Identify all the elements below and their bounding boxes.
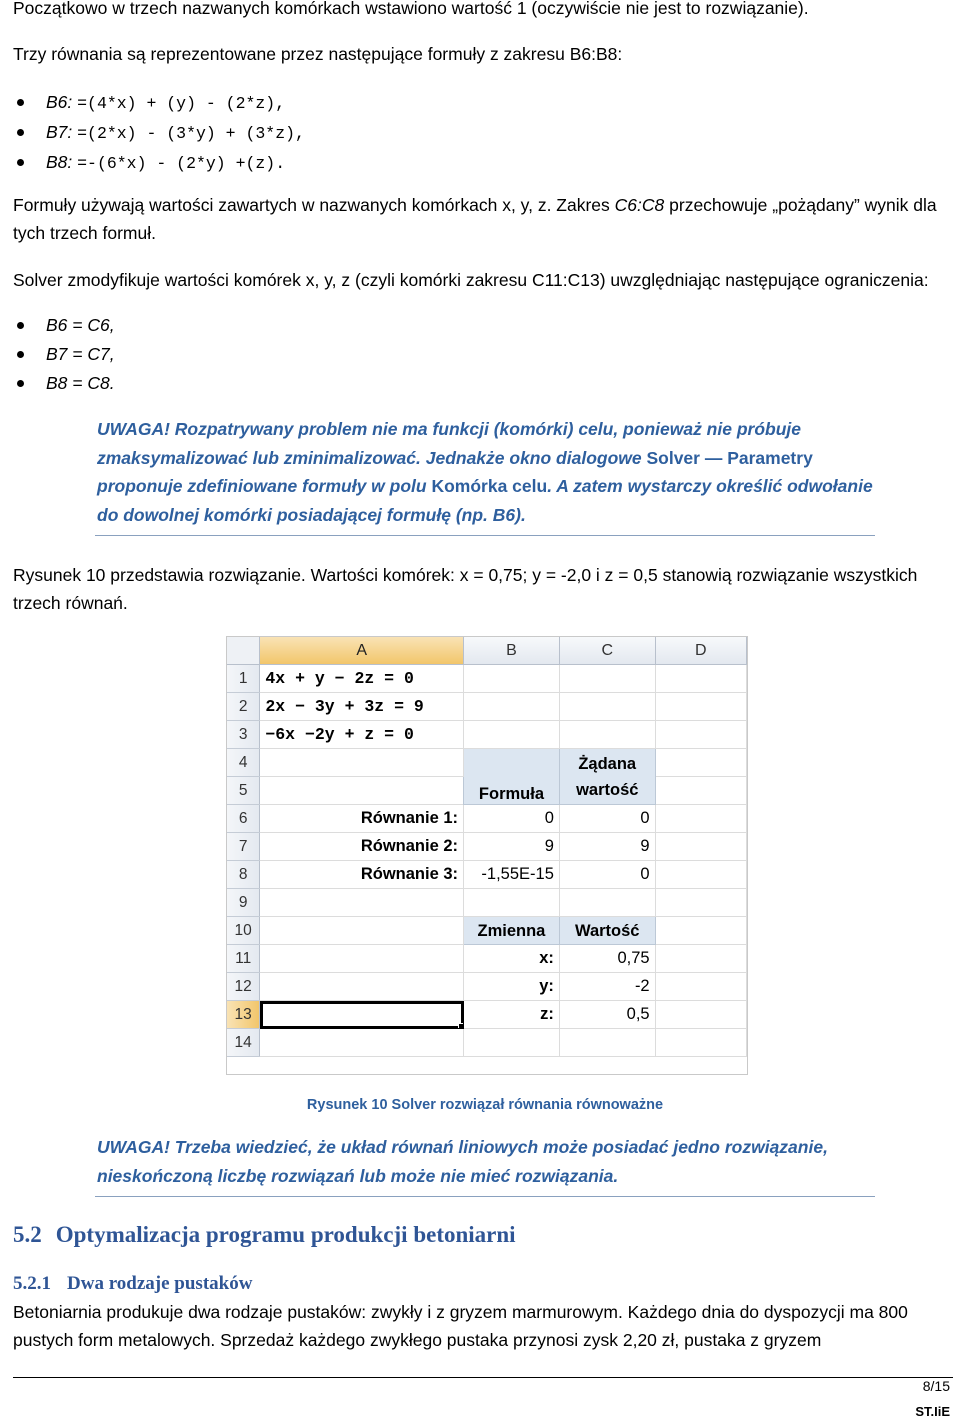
cell[interactable] bbox=[260, 777, 464, 805]
row-header[interactable]: 10 bbox=[227, 917, 260, 945]
equation-label[interactable]: Równanie 2: bbox=[260, 833, 464, 861]
formula-value[interactable]: 9 bbox=[464, 833, 560, 861]
row-header[interactable]: 5 bbox=[227, 777, 260, 805]
spreadsheet-figure bbox=[226, 636, 748, 1075]
variable-value[interactable]: -2 bbox=[559, 973, 655, 1001]
row-header[interactable]: 11 bbox=[227, 945, 260, 973]
cell[interactable] bbox=[655, 665, 746, 693]
header-value[interactable]: Wartość bbox=[559, 917, 655, 945]
cell[interactable] bbox=[655, 1029, 746, 1057]
formula-value[interactable]: -1,55E-15 bbox=[464, 861, 560, 889]
cell[interactable] bbox=[464, 889, 560, 917]
note-linear-systems: UWAGA! Trzeba wiedzieć, że układ równań liniowych może posiadać jedno rozwiązanie, nieskończoną liczbę rozwiązań lub może nie mieć rozwiązania. bbox=[97, 1137, 828, 1186]
row-header[interactable]: 7 bbox=[227, 833, 260, 861]
equation-cell[interactable]: 2x − 3y + 3z = 9 bbox=[260, 693, 464, 721]
cell[interactable] bbox=[655, 945, 746, 973]
cell[interactable] bbox=[655, 973, 746, 1001]
list-item bbox=[0, 148, 900, 178]
column-header-b[interactable]: B bbox=[464, 637, 560, 665]
cell[interactable] bbox=[559, 693, 655, 721]
footer-divider bbox=[13, 1377, 953, 1378]
equation-cell[interactable]: 4x + y − 2z = 0 bbox=[260, 665, 464, 693]
variable-name[interactable]: x: bbox=[464, 945, 560, 973]
cell-ref: B6: bbox=[46, 92, 73, 112]
constraint-list bbox=[0, 311, 900, 398]
result-paragraph: Rysunek 10 przedstawia rozwiązanie. Wartości komórek: x = 0,75; y = -2,0 i z = 0,5 stanowią rozwiązanie wszystkich trzech równań. bbox=[13, 565, 918, 613]
desired-value[interactable]: 0 bbox=[559, 805, 655, 833]
column-header-c[interactable]: C bbox=[559, 637, 655, 665]
row-header[interactable]: 12 bbox=[227, 973, 260, 1001]
page-number: 8/15 bbox=[922, 1378, 950, 1394]
list-item bbox=[0, 118, 900, 148]
footer-code: ST.IiE bbox=[915, 1404, 950, 1419]
equation-label[interactable]: Równanie 3: bbox=[260, 861, 464, 889]
section-heading: 5.2 Optymalizacja programu produkcji betoniarni bbox=[13, 1222, 516, 1247]
cell[interactable] bbox=[655, 693, 746, 721]
formula-text: =(2*x) - (3*y) + (3*z), bbox=[77, 124, 305, 143]
variable-name[interactable]: z: bbox=[464, 1001, 560, 1029]
equation-cell[interactable]: −6x −2y + z = 0 bbox=[260, 721, 464, 749]
list-item bbox=[0, 88, 900, 118]
header-formula[interactable]: Formuła bbox=[464, 749, 560, 805]
cell[interactable] bbox=[260, 945, 464, 973]
formulas-intro: Trzy równania są reprezentowane przez następujące formuły z zakresu B6:B8: bbox=[13, 44, 623, 64]
cell-ref: B7: bbox=[46, 122, 73, 142]
body-paragraph: Betoniarnia produkuje dwa rodzaje pustaków: zwykły i z gryzem marmurowym. Każdego dnia do dyspozycji ma 800 pustych form metalowych. Sprzedaż każdego zwykłego pustaka przynosi zysk 2,20 zł, pustaka z gryzem bbox=[13, 1302, 908, 1350]
cell[interactable] bbox=[260, 749, 464, 777]
formulas-paragraph: Formuły używają wartości zawartych w nazwanych komórkach x, y, z. Zakres C6:C8 przechowuje „pożądany” wynik dla tych trzech formuł. bbox=[13, 195, 937, 243]
cell[interactable] bbox=[464, 1029, 560, 1057]
formula-list bbox=[0, 88, 900, 178]
solver-paragraph: Solver zmodyfikuje wartości komórek x, y, z (czyli komórki zakresu C11:C13) uwzględniając następujące ograniczenia: bbox=[13, 270, 929, 290]
row-header[interactable]: 2 bbox=[227, 693, 260, 721]
cell[interactable] bbox=[260, 1029, 464, 1057]
cell[interactable] bbox=[655, 1001, 746, 1029]
note-divider bbox=[95, 535, 875, 536]
cell[interactable] bbox=[260, 917, 464, 945]
note-no-objective: UWAGA! Rozpatrywany problem nie ma funkcji (komórki) celu, ponieważ nie próbuje zmaksymalizować lub zminimalizować. Jednakże okno dialogowe Solver — Parametry proponuje zdefiniowane formuły w polu Komórka celu. A zatem wystarczy określić odwołanie do dowolnej komórki posiadającej formułę (np. B6). bbox=[97, 419, 873, 525]
cell[interactable] bbox=[655, 861, 746, 889]
equation-label[interactable]: Równanie 1: bbox=[260, 805, 464, 833]
cell[interactable] bbox=[260, 889, 464, 917]
row-header[interactable]: 1 bbox=[227, 665, 260, 693]
cell[interactable] bbox=[655, 805, 746, 833]
row-header[interactable]: 8 bbox=[227, 861, 260, 889]
cell[interactable] bbox=[464, 665, 560, 693]
cell[interactable] bbox=[655, 777, 746, 805]
fill-handle[interactable] bbox=[458, 1023, 464, 1029]
variable-value[interactable]: 0,5 bbox=[559, 1001, 655, 1029]
subsection-heading: 5.2.1 Dwa rodzaje pustaków bbox=[13, 1273, 253, 1294]
list-item: B6 = C6, bbox=[0, 311, 900, 340]
row-header[interactable]: 3 bbox=[227, 721, 260, 749]
header-variable[interactable]: Zmienna bbox=[464, 917, 560, 945]
desired-value[interactable]: 0 bbox=[559, 861, 655, 889]
cell[interactable] bbox=[655, 721, 746, 749]
figure-caption: Rysunek 10 Solver rozwiązał równania równoważne bbox=[306, 1097, 664, 1113]
column-header-a[interactable]: A bbox=[260, 637, 464, 665]
desired-value[interactable]: 9 bbox=[559, 833, 655, 861]
row-header[interactable]: 4 bbox=[227, 749, 260, 777]
row-header[interactable]: 14 bbox=[227, 1029, 260, 1057]
active-cell-a13[interactable] bbox=[260, 1001, 464, 1029]
list-item: B8 = C8. bbox=[0, 369, 900, 398]
select-all-corner[interactable] bbox=[227, 637, 260, 665]
cell[interactable] bbox=[655, 749, 746, 777]
row-header[interactable]: 6 bbox=[227, 805, 260, 833]
formula-value[interactable]: 0 bbox=[464, 805, 560, 833]
formula-text: =(4*x) + (y) - (2*z), bbox=[77, 94, 286, 113]
row-header[interactable]: 9 bbox=[227, 889, 260, 917]
cell[interactable] bbox=[559, 665, 655, 693]
cell[interactable] bbox=[559, 889, 655, 917]
column-header-d[interactable]: D bbox=[655, 637, 746, 665]
cell[interactable] bbox=[655, 917, 746, 945]
intro-paragraph: Początkowo w trzech nazwanych komórkach wstawiono wartość 1 (oczywiście nie jest to rozwiązanie). bbox=[13, 0, 809, 18]
cell[interactable] bbox=[559, 721, 655, 749]
variable-value[interactable]: 0,75 bbox=[559, 945, 655, 973]
header-desired-value[interactable]: Żądana wartość bbox=[559, 749, 655, 805]
note-divider bbox=[95, 1196, 875, 1197]
row-header[interactable]: 13 bbox=[227, 1001, 260, 1029]
list-item: B7 = C7, bbox=[0, 340, 900, 369]
formula-text: =-(6*x) - (2*y) +(z). bbox=[77, 154, 286, 173]
variable-name[interactable]: y: bbox=[464, 973, 560, 1001]
cell[interactable] bbox=[559, 1029, 655, 1057]
cell[interactable] bbox=[655, 833, 746, 861]
cell[interactable] bbox=[464, 721, 560, 749]
cell[interactable] bbox=[260, 973, 464, 1001]
cell[interactable] bbox=[655, 889, 746, 917]
cell[interactable] bbox=[464, 693, 560, 721]
cell-ref: B8: bbox=[46, 152, 73, 172]
